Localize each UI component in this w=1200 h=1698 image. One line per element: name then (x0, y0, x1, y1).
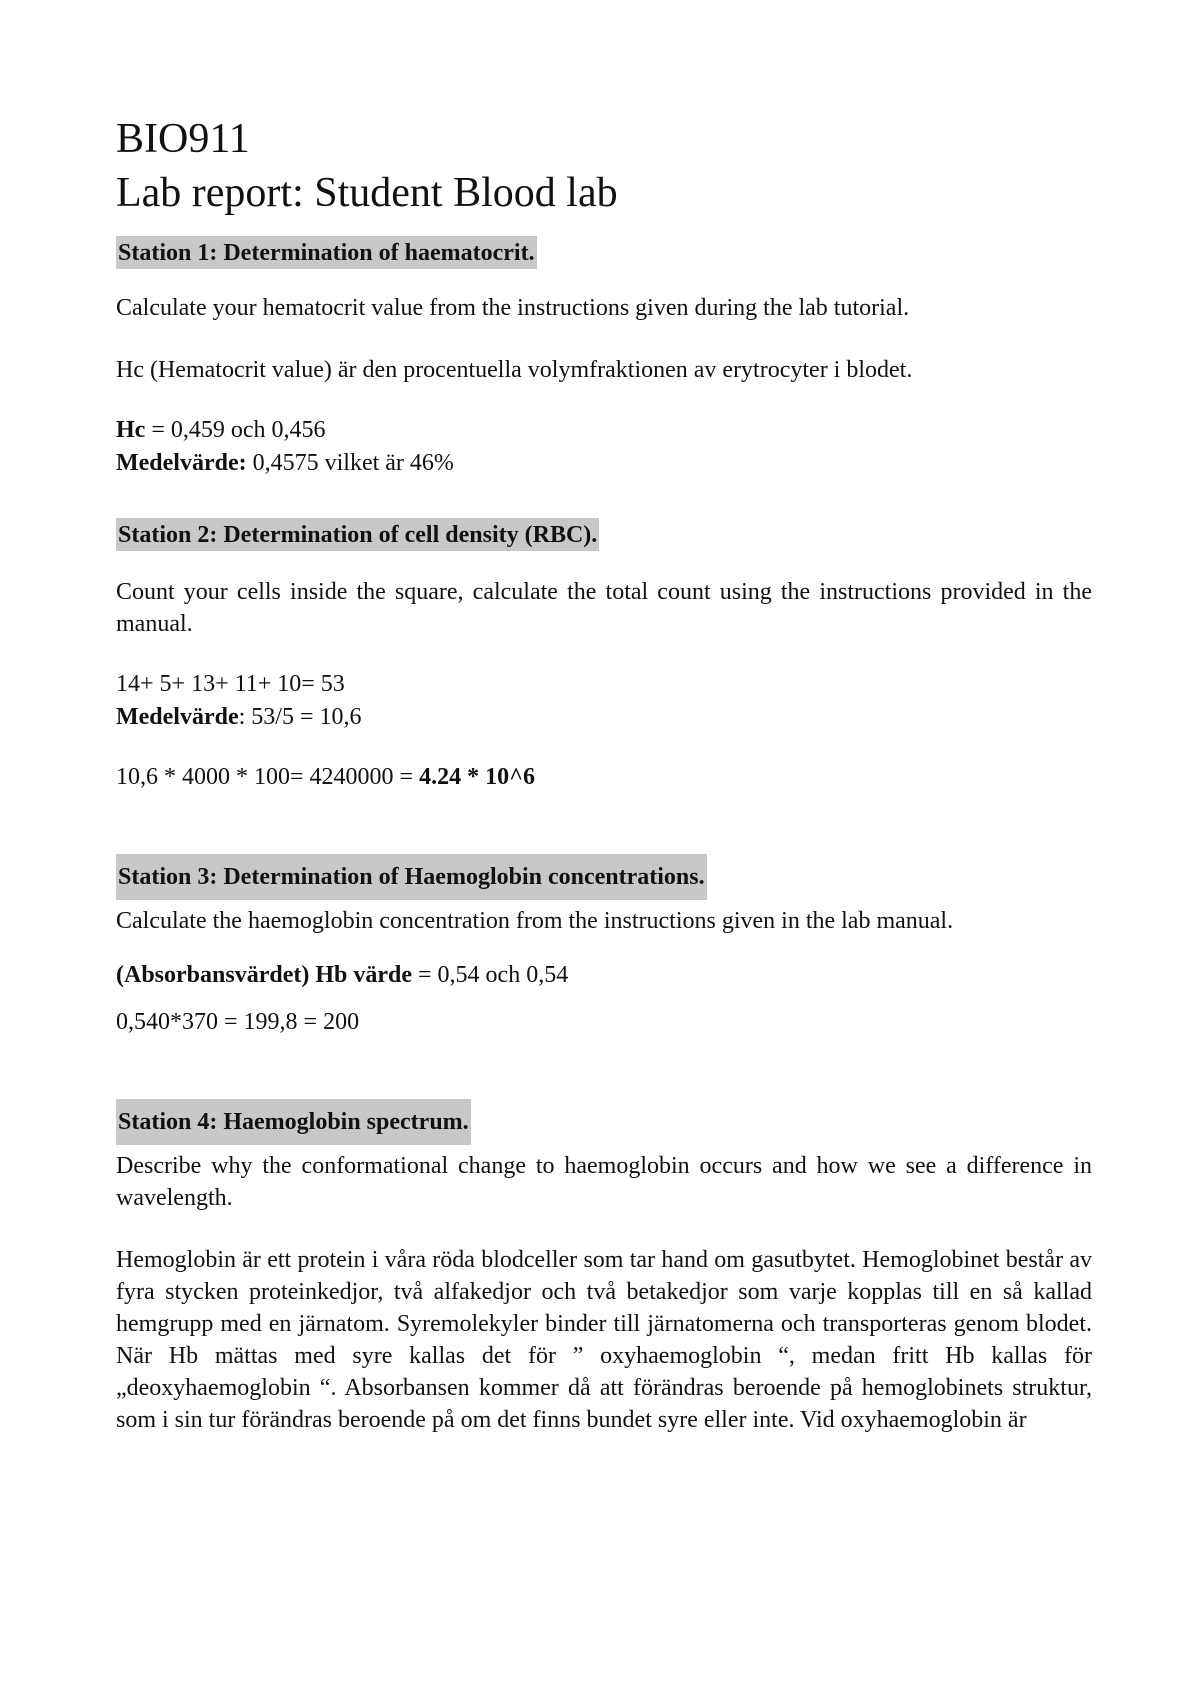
station-1-hc-line (116, 414, 1092, 447)
station-3-section (116, 854, 1092, 1039)
hb-label: (Absorbansvärdet) Hb värde (116, 962, 413, 988)
station-4-heading: Station 4: Haemoglobin spectrum. (116, 1099, 471, 1145)
station-2-instruction: Count your cells inside the square, calculate the total count using the instructions provided in the manual. (116, 579, 1092, 637)
station-3-heading: Station 3: Determination of Haemoglobin concentrations. (116, 854, 707, 900)
station-2-section (116, 518, 1092, 794)
calc-result: 4.24 * 10^6 (419, 764, 536, 790)
station-4-instruction: Describe why the conformational change to haemoglobin occurs and how we see a difference in wavelength. (116, 1153, 1092, 1211)
station-3-calculation: 0,540*370 = 199,8 = 200 (116, 1009, 360, 1035)
document-title (116, 112, 1092, 220)
station-3-instruction: Calculate the haemoglobin concentration from the instructions given in the lab manual. (116, 908, 954, 934)
station-1-mean-line (116, 447, 1092, 480)
station-1-heading: Station 1: Determination of haematocrit. (116, 236, 537, 269)
hc-value: = 0,459 och 0,456 (145, 417, 326, 443)
report-title: Lab report: Student Blood lab (116, 170, 618, 216)
station-2-sum: 14+ 5+ 13+ 11+ 10= 53 (116, 671, 345, 697)
station-1-section (116, 236, 1092, 480)
calc-prefix: 10,6 * 4000 * 100= 4240000 = (116, 764, 420, 790)
mean-value: 0,4575 vilket är 46% (246, 450, 454, 476)
document-page (116, 112, 1092, 1436)
station-2-calculation (116, 761, 1092, 794)
station-1-instruction: Calculate your hematocrit value from the instructions given during the lab tutorial. (116, 295, 910, 321)
mean-label: Medelvärde: (116, 450, 247, 476)
course-code: BIO911 (116, 116, 250, 162)
station-4-section (116, 1099, 1092, 1436)
station-3-hb-line (116, 959, 1092, 992)
station-1-definition: Hc (Hematocrit value) är den procentuella volymfraktionen av erytrocyter i blodet. (116, 357, 913, 383)
hc-label: Hc (116, 417, 146, 443)
station-2-heading: Station 2: Determination of cell density (RBC). (116, 518, 599, 551)
mean-label: Medelvärde (116, 704, 239, 730)
hb-value: = 0,54 och 0,54 (412, 962, 569, 988)
station-4-answer: Hemoglobin är ett protein i våra röda blodceller som tar hand om gasutbytet. Hemoglobinet består av fyra stycken proteinkedjor, två alfakedjor och två betakedjor som varje kopplas till en så kallad hemgrupp med en järnatom. Syremolekyler binder till järnatomerna och transporteras genom blodet. När Hb mättas med syre kallas det för ” oxyhaemoglobin “, medan fritt Hb kallas för „deoxyhaemoglobin “. Absorbansen kommer då att förändras beroende på hemoglobinets struktur, som i sin tur förändras beroende på om det finns bundet syre eller inte. Vid oxyhaemoglobin är (116, 1247, 1092, 1433)
mean-value: : 53/5 = 10,6 (238, 704, 362, 730)
station-2-mean-line (116, 701, 1092, 734)
